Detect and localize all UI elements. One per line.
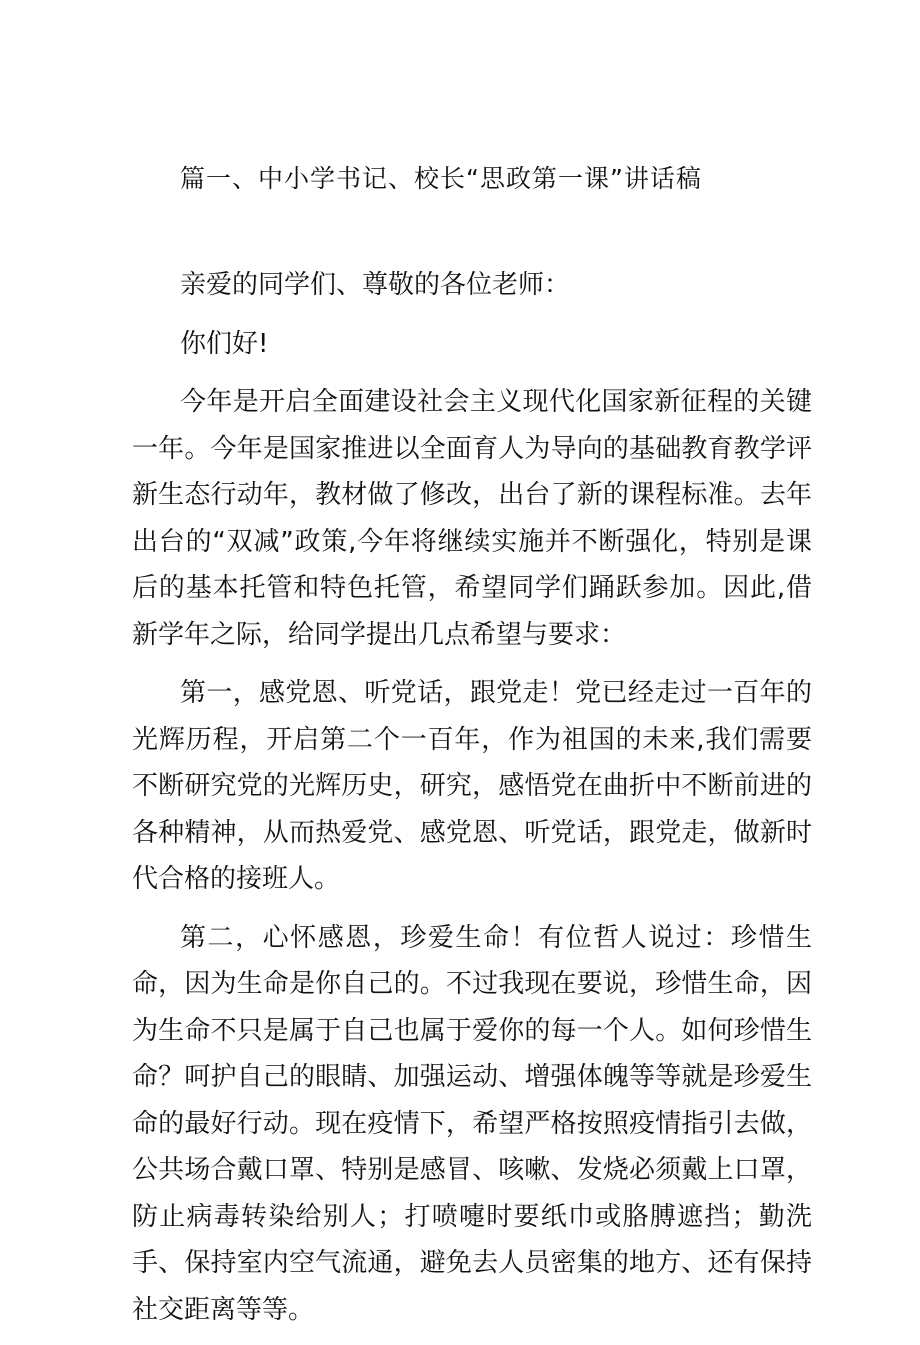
point-one-paragraph: 第一，感党恩、听党话，跟党走！党已经走过一百年的光辉历程，开启第二个一百年，作为祖国的未来,我们需要不断研究党的光辉历史，研究，感悟党在曲折中不断前进的各种精神，从而热爱党、感党恩、听党话，跟党走，做新时代合格的接班人。 [132, 678, 812, 894]
document-body [132, 262, 812, 1345]
intro-paragraph: 今年是开启全面建设社会主义现代化国家新征程的关键一年。今年是国家推进以全面育人为导向的基础教育教学评新生态行动年，教材做了修改，出台了新的课程标准。去年出台的“双减”政策,今年将继续实施并不断强化，特别是课后的基本托管和特色托管，希望同学们踊跃参加。因此,借新学年之际，给同学提出几点希望与要求： [132, 387, 812, 650]
salutation-paragraph: 亲爱的同学们、尊敬的各位老师： [180, 270, 571, 300]
point-two-paragraph: 第二，心怀感恩，珍爱生命！有位哲人说过：珍惜生命，因为生命是你自己的。不过我现在要说，珍惜生命，因为生命不只是属于自己也属于爱你的每一个人。如何珍惜生命？呵护自己的眼睛、加强运动、增强体魄等等就是珍爱生命的最好行动。现在疫情下，希望严格按照疫情指引去做，公共场合戴口罩、特别是感冒、咳嗽、发烧必须戴上口罩，防止病毒转染给别人；打喷嚏时要纸巾或胳膊遮挡；勤洗手、保持室内空气流通，避免去人员密集的地方、还有保持社交距离等等。 [132, 922, 812, 1325]
document-title: 篇一、中小学书记、校长“思政第一课”讲话稿 [180, 164, 702, 193]
greeting-paragraph: 你们好! [180, 328, 269, 359]
